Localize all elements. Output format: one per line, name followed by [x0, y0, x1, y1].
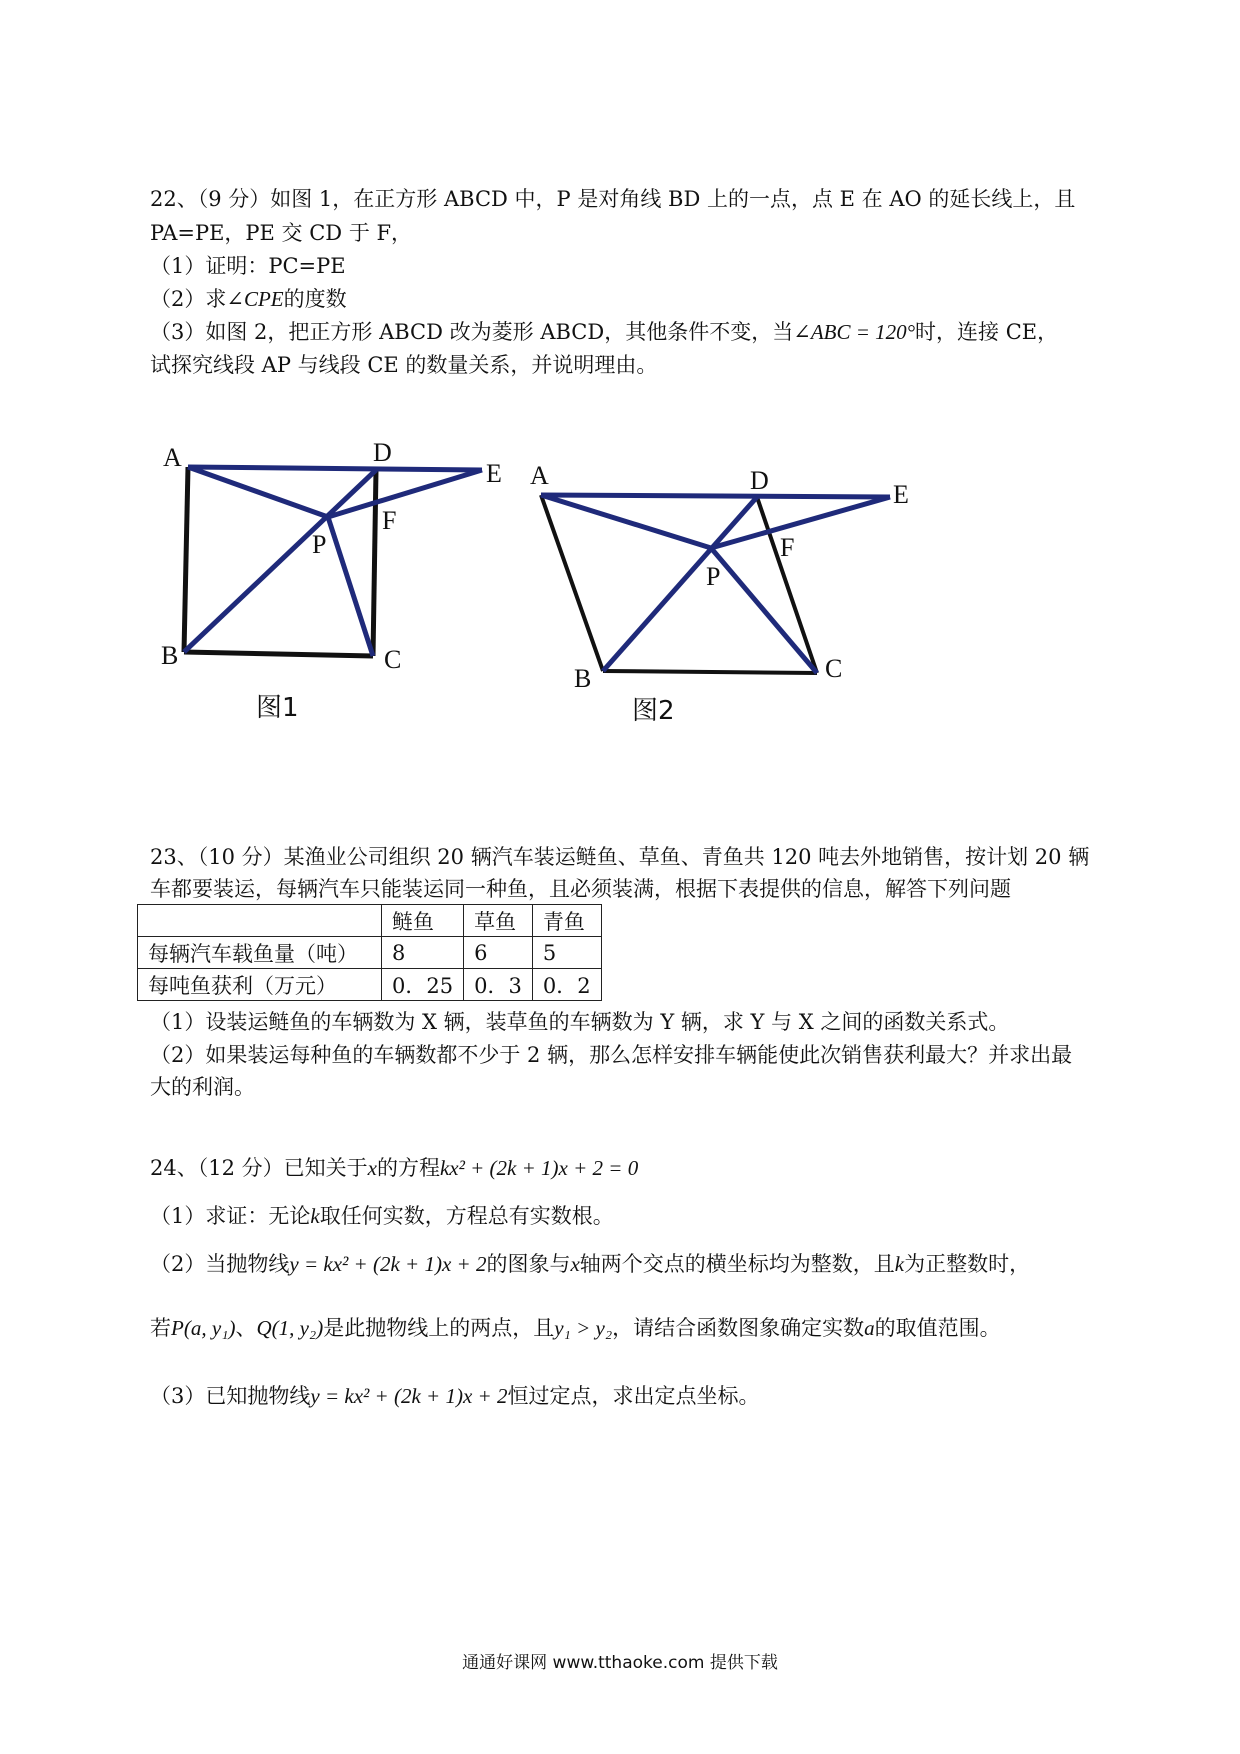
table-header-cell: 草鱼 — [464, 905, 533, 937]
fig2-side-BC — [603, 671, 817, 673]
table-row — [138, 969, 602, 1001]
fig1-side-AB — [184, 467, 188, 652]
fig2-label-A: A — [530, 461, 549, 490]
q24-part2b-sep: 、 — [235, 1316, 257, 1340]
fig1-segment-AP — [188, 467, 328, 517]
q23-part1: （1）设装运鲢鱼的车辆数为 X 辆，装草鱼的车辆数为 Y 辆，求 Y 与 X 之间的函数关系式。 — [150, 1010, 1010, 1034]
fig2-label-F: F — [780, 533, 795, 562]
q22-part3-angle: ∠ABC = 120° — [793, 320, 916, 344]
fig1-label-A: A — [163, 443, 182, 472]
fig1-line-AE — [188, 467, 482, 470]
q22-part1: （1）证明：PC=PE — [150, 254, 346, 278]
fish-table — [137, 904, 602, 1001]
q23-line1: 23、（10 分）某渔业公司组织 20 辆汽车装运鲢鱼、草鱼、青鱼共 120 吨去外地销售，按计划 20 辆 — [150, 845, 1090, 869]
figure2 — [530, 461, 909, 726]
figure1 — [161, 438, 502, 723]
q24-part3-eq: y = kx² + (2k + 1)x + 2 — [310, 1384, 508, 1408]
fig2-segment-PC — [711, 548, 817, 673]
q24-part2-k: k — [894, 1252, 905, 1276]
q22-part3-post: 时，连接 CE， — [915, 320, 1059, 344]
q24-part2-eq: y = kx² + (2k + 1)x + 2 — [289, 1252, 487, 1276]
fig1-side-CD — [373, 470, 376, 656]
q24-part2-pre: （2）当抛物线 — [150, 1252, 290, 1276]
fig2-label-P: P — [706, 562, 721, 591]
table-row — [138, 937, 602, 969]
q22-line2: PA=PE，PE 交 CD 于 F， — [150, 221, 413, 245]
fig1-side-BC — [184, 652, 373, 656]
table-cell: 0．25 — [382, 969, 464, 1001]
fig1-label-P: P — [312, 530, 327, 559]
q22-line1: 22、（9 分）如图 1，在正方形 ABCD 中，P 是对角线 BD 上的一点，点 E 在 AO 的延长线上，且 — [150, 187, 1076, 211]
fig2-segment-PE — [711, 497, 890, 548]
table-cell: 0．3 — [464, 969, 533, 1001]
table-header-cell — [138, 905, 382, 937]
q24-point-P: P(a, y₁) — [171, 1316, 236, 1340]
q24-part2-post: 为正整数时， — [904, 1252, 1031, 1276]
fig1-label-B: B — [161, 641, 179, 670]
q24-part2 — [150, 1252, 1030, 1277]
fig1-label-F: F — [382, 506, 397, 535]
q24-part3 — [150, 1384, 759, 1409]
q24-part2-x: x — [570, 1252, 580, 1276]
fig2-segment-AP — [541, 495, 711, 548]
fig1-segment-PC — [328, 517, 373, 656]
table-cell: 每辆汽车载鱼量（吨） — [138, 937, 382, 969]
q24-part2b-a: a — [864, 1316, 875, 1340]
q24-line1-pre: 24、（12 分）已知关于 — [150, 1156, 368, 1180]
q24-part3-pre: （3）已知抛物线 — [150, 1384, 311, 1408]
q24-inequality: y₁ > y₂ — [554, 1316, 613, 1340]
q24-part1-k: k — [310, 1204, 320, 1228]
table-cell: 6 — [464, 937, 533, 969]
q22-part2-angle: ∠CPE — [226, 287, 284, 311]
fig2-caption: 图2 — [632, 696, 675, 726]
q22-part3-pre: （3）如图 2，把正方形 ABCD 改为菱形 ABCD，其他条件不变，当 — [150, 320, 794, 344]
q24-part1-pre: （1）求证：无论 — [150, 1204, 311, 1228]
q24-part2b-pre: 若 — [150, 1316, 171, 1340]
table-header-cell: 鲢鱼 — [382, 905, 464, 937]
table-cell: 5 — [532, 937, 601, 969]
q24-part2b — [150, 1316, 1001, 1341]
q24-line1 — [150, 1156, 638, 1181]
q24-part1 — [150, 1204, 614, 1229]
table-cell: 每吨鱼获利（万元） — [138, 969, 382, 1001]
q24-line1-x: x — [367, 1156, 377, 1180]
q24-part2b-mid: 是此抛物线上的两点，且 — [323, 1316, 555, 1340]
page-footer: 通通好课网 www.tthaoke.com 提供下载 — [462, 1653, 778, 1673]
table-cell: 8 — [382, 937, 464, 969]
q24-part3-post: 恒过定点，求出定点坐标。 — [507, 1384, 760, 1408]
q24-part2b-post: 的取值范围。 — [874, 1316, 1001, 1340]
q22-part3-line2: 试探究线段 AP 与线段 CE 的数量关系，并说明理由。 — [150, 353, 658, 377]
fig1-caption: 图1 — [256, 693, 299, 723]
fig2-label-C: C — [825, 654, 843, 683]
q23-part2-line1: （2）如果装运每种鱼的车辆数都不少于 2 辆，那么怎样安排车辆能使此次销售获利最大？并求出最 — [150, 1043, 1073, 1067]
fig2-side-AB — [541, 495, 603, 671]
q22-part2-post: 的度数 — [283, 287, 347, 311]
q24-part2b-mid2: ，请结合函数图象确定实数 — [612, 1316, 865, 1340]
q22-figures — [0, 0, 1240, 760]
q24-part1-post: 取任何实数，方程总有实数根。 — [319, 1204, 614, 1228]
fig2-line-AE — [541, 495, 890, 497]
fig1-label-E: E — [486, 459, 502, 488]
q23-line2: 车都要装运，每辆汽车只能装运同一种鱼，且必须装满，根据下表提供的信息，解答下列问题 — [150, 877, 1011, 901]
q22-part2-pre: （2）求 — [150, 287, 227, 311]
table-header-row — [138, 905, 602, 937]
fig2-label-E: E — [893, 480, 909, 509]
fig2-label-D: D — [750, 466, 769, 495]
q24-part2-mid: 的图象与 — [486, 1252, 571, 1276]
q24-point-Q: Q(1, y₂) — [256, 1316, 324, 1340]
q24-line1-mid: 的方程 — [376, 1156, 440, 1180]
q24-equation: kx² + (2k + 1)x + 2 = 0 — [439, 1156, 639, 1180]
fig1-label-D: D — [373, 438, 392, 467]
table-header-cell: 青鱼 — [532, 905, 601, 937]
q23-part2-line2: 大的利润。 — [150, 1075, 255, 1099]
fig1-label-C: C — [384, 645, 402, 674]
fig2-side-CD — [757, 497, 817, 673]
table-cell: 0．2 — [532, 969, 601, 1001]
q24-part2-mid2: 轴两个交点的横坐标均为整数，且 — [579, 1252, 895, 1276]
fig2-label-B: B — [574, 664, 592, 693]
